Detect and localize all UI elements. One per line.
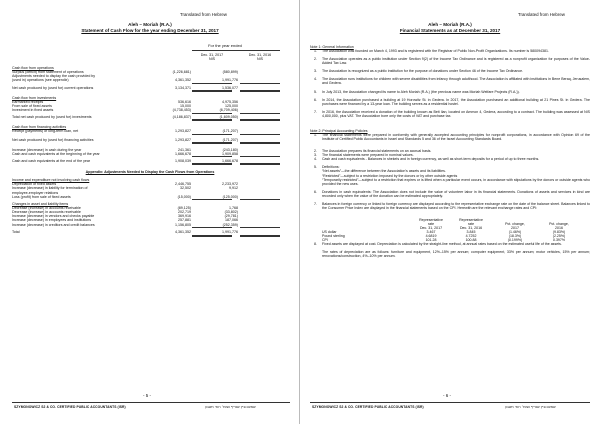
value-2017: (4,186,837) <box>172 115 191 120</box>
note-item <box>314 109 590 118</box>
col2-unit: NIS <box>257 57 263 61</box>
value-2017: (15,000) <box>177 194 191 199</box>
value-2016: (33,802) <box>224 210 238 215</box>
row-label: Increase (decrease) in creditors and credit balances <box>12 222 95 227</box>
rate-value: 3.467 <box>426 230 436 235</box>
rate-label: Pound sterling <box>322 234 345 239</box>
note-item <box>314 49 590 54</box>
row-label: Surplus (deficit) from statement of operations <box>12 70 84 75</box>
note-number: 2. <box>314 57 317 62</box>
page-right <box>300 0 600 424</box>
depreciation-rates: The rates of depreciation are as follows: furniture and equipment, 12%–15% per annum; computer equipment, 33% per annum; motor vehicles, 15% per annum; renovations/construction, 4%–10% per annum. <box>322 250 590 259</box>
row-label: Increase (decrease) in vendors and checks payable <box>12 214 95 219</box>
row-label: Cash and cash equivalents at the beginning of the year <box>12 151 100 156</box>
row-label: Increase (decrease) in cash during the year <box>12 147 82 152</box>
note-text: The Association operates as a public institution under Section 9(2) of the Income Tax Ordinance and is registered as a nonprofit organization for purposes of the Value-Added Tax Law. <box>322 57 590 66</box>
rate-header: rate <box>427 222 435 227</box>
rate-header: Representative <box>459 218 483 223</box>
note-item <box>314 189 590 198</box>
value-2017: 241,361 <box>178 147 191 152</box>
value-2017: 1,293,827 <box>175 137 191 142</box>
row-label: Adjustments needed to display the cash provided by <box>12 74 96 79</box>
value-2016: 1,991,776 <box>222 78 238 83</box>
rate-value: 4.7252 <box>465 234 477 239</box>
statements-title: Financial Statements as at December 31, 2017 <box>399 28 501 33</box>
note-number: 5. <box>314 89 317 94</box>
note-text: The financial statements were prepared in nominal values. <box>322 153 414 158</box>
rate-value: (9.83%) <box>552 230 566 235</box>
definition: “Net assets”—the difference between the Association’s assets and its liabilities. <box>322 169 446 174</box>
note-item <box>314 57 590 66</box>
note-text: The Association is recognized as a public institution for the purpose of donations under Section 46 of the Income Tax Ordinance. <box>322 69 524 74</box>
note-number: 2. <box>314 149 317 154</box>
note-text: Fixed assets are displayed at cost. Depreciation is calculated by the straight-line method, at annual rates based on the estimated useful life of the assets. <box>322 242 562 247</box>
row-label: Total net cash produced by (used for) investments <box>12 115 92 120</box>
rate-header: Dec. 31, 2017 <box>419 226 443 231</box>
value-2017: (1,226,681) <box>172 70 191 75</box>
value-2016: (171,207) <box>222 129 238 134</box>
value-2017: 32,502 <box>180 186 191 191</box>
note-number: 4. <box>314 157 317 162</box>
row-label: From sale of fixed assets <box>12 104 52 109</box>
value-2017: 1,156,805 <box>175 222 191 227</box>
rate-label: CPI <box>322 238 328 243</box>
row-label: employee-employer relations <box>12 190 59 195</box>
note-item <box>314 77 590 86</box>
for-year-ended: For the year ended <box>208 43 242 48</box>
rate-header: Pct. change, <box>549 222 569 227</box>
rate-value: (1.46%) <box>508 230 522 235</box>
col2-date: Dec. 31, 2016 <box>248 53 272 57</box>
note-text: The Association prepares its financial statements on an accrual basis. <box>322 149 432 154</box>
rate-value: 4.6819 <box>425 234 437 239</box>
note-item <box>314 201 590 210</box>
value-2016: 9,912 <box>229 186 238 191</box>
note-text: The Association was founded on March 4, 1993 and is registered with the Registrar of Public Non-Profit Organizations. Its number is 580094381. <box>322 49 549 54</box>
value-2016: (1,609,050) <box>219 115 238 120</box>
rate-header: rate <box>467 222 475 227</box>
note-number: 6. <box>314 97 317 102</box>
value-2016: 1,536,077 <box>222 85 238 90</box>
note-number: 6. <box>314 189 317 194</box>
note-text: Definitions: <box>322 165 340 170</box>
value-2016: (171,207) <box>222 137 238 142</box>
value-2017: 257,881 <box>178 218 191 223</box>
rate-value: 0.397% <box>552 238 566 243</box>
value-2016: (252,359) <box>222 222 238 227</box>
section-noncash: Income and expenditure not involving cash flows <box>12 178 90 183</box>
page-number: - 6 - <box>443 393 452 398</box>
row-label: Receipt (payments) of long-term loan, net <box>12 129 79 134</box>
value-2016: (243,180) <box>222 147 238 152</box>
row-label: Increase (decrease) in employees and institutions <box>12 218 92 223</box>
rate-value: 100.88 <box>465 238 477 243</box>
value-2016: (29,781) <box>224 214 238 219</box>
value-2017: 1,908,039 <box>175 158 191 163</box>
value-2016: 2,233,972 <box>222 182 238 187</box>
page-number: - 5 - <box>143 393 152 398</box>
note-item <box>314 133 590 142</box>
col1-date: Dec. 31, 2017 <box>200 53 224 57</box>
value-2016: 1,991,776 <box>222 230 238 235</box>
section-changes: Changes in asset and liability items <box>12 201 69 206</box>
note-number: 7. <box>314 201 317 206</box>
footer-firm-hebrew: שמעונוביץ שטייף ושות׳ רואי חשבון <box>505 405 556 409</box>
note-item <box>314 242 590 247</box>
note-text: Balances in foreign currency or linked to foreign currency are displayed according to the representative exchange rate on the date of the balance sheet. Balances linked to the Consumer Price Index are displayed in the financial statements based on the CPI. Herewith are the relevant exchange rates and CPI: <box>322 201 590 210</box>
note-text: In 2016, the Association received a donation of the building known as Beit Ilan, located on Ammon 4, Gedera, according to a contract. The building was assessed at NIS 4,800,000, plus VAT. The Association bore only the costs of VAT and purchase tax. <box>322 109 590 118</box>
note-number: 1. <box>314 49 317 54</box>
value-2017: 4,361,352 <box>175 230 191 235</box>
rate-header: 2017 <box>511 226 519 231</box>
value-2016: 125,000 <box>225 104 238 109</box>
org-name: Aleh – Moriah (R.A.) <box>128 22 172 27</box>
rate-header: Representative <box>419 218 443 223</box>
note-text: Donations in cash equivalents: The Association does not include the value of volunteer labor in its financial statements. Donations of assets and services in kind are recorded only when the value of the donation can be estimated appropriately. <box>322 189 590 198</box>
value-2017: 369,916 <box>178 214 191 219</box>
row-label: Cash and cash equivalents at the end of the year <box>12 158 91 163</box>
rate-header: Pct. change, <box>505 222 525 227</box>
value-2017: 15,000 <box>180 104 191 109</box>
footer-firm: SZYMONOWICZ S2 & CO. CERTIFIED PUBLIC ACCOUNTANTS (ISR) <box>14 405 126 409</box>
value-2017: (89,125) <box>177 206 191 210</box>
note-item <box>314 89 590 94</box>
rate-value: (0.199%) <box>507 238 523 243</box>
row-label: Earmarked receipts <box>12 100 44 105</box>
definition: “Temporarily restricted”—subject to a restriction that expires or is lifted when a particular event occurs, in accordance with stipulations by the donors or outside agents who provided the new uses. <box>322 177 590 186</box>
note-number: 3. <box>314 69 317 74</box>
rate-label: US dollar <box>322 230 337 235</box>
row-label: Decrease (increase) in accounts receivable <box>12 210 81 215</box>
rate-value: (2.25%) <box>552 234 566 239</box>
value-2016: (6,709,406) <box>219 108 238 113</box>
note-item <box>314 97 590 106</box>
translation-note: Translated from Hebrew <box>518 12 565 17</box>
value-2016: 1,909,858 <box>222 151 238 156</box>
row-label: Investment in fixed assets <box>12 108 54 113</box>
note-text: The financial statements were prepared in conformity with generally accepted accounting principles for nonprofit corporations, in accordance with Opinion 69 of the Institute of Certified Public Accountants in Israel and Standards 5 and 36 of the Israel Accounting Standards Board. <box>322 133 590 142</box>
value-2016: 187,066 <box>225 218 238 223</box>
value-2017: 202,719 <box>178 210 191 215</box>
row-label: Net cash produced by (used for) financing activities <box>12 137 94 142</box>
value-2017: 536,616 <box>178 100 191 105</box>
col1-unit: NIS <box>209 57 215 61</box>
rate-value: (18.3%) <box>508 234 522 239</box>
note-number: 1. <box>314 133 317 137</box>
value-2016: (580,899) <box>222 70 238 75</box>
value-2016: 1,768 <box>229 206 238 210</box>
row-label: Decrease (increase) in accounts receivable <box>12 206 81 210</box>
value-2016: 1,666,678 <box>222 158 238 163</box>
translation-note: Translated from Hebrew <box>180 12 227 17</box>
row-label: Increase (decrease) in liability for termination of <box>12 186 88 191</box>
note-text: The Association runs institutions for children with severe disabilities from infancy through adulthood. The Association is affiliated with institutions in Bene Beraq, Jerusalem, and Gedera. <box>322 77 590 86</box>
note-text: In July 2013, the Association changed its name to Aleh Moriah (R.A.) (the previous name was Moriah Welfare Projects (R.A.)). <box>322 89 520 94</box>
note-number: 3. <box>314 153 317 158</box>
note2-title: Note 2: Principal Accounting Policies <box>310 128 368 133</box>
note-item <box>314 69 590 74</box>
note-number: 7. <box>314 109 317 114</box>
value-2017: 4,361,352 <box>175 78 191 83</box>
section-operations: Cash flow from operations <box>12 66 54 70</box>
row-label: Net cash produced by (used for) current operations <box>12 85 94 90</box>
note-number: 5. <box>314 165 317 170</box>
value-2017: 1,293,827 <box>175 129 191 134</box>
note-number: 8. <box>314 242 317 247</box>
appendix-title: Appendix: Adjustments Needed to Display the Cash Flows from Operations <box>85 170 215 175</box>
footer-firm: SZYMONOWICZ S2 & CO. CERTIFIED PUBLIC ACCOUNTANTS (ISR) <box>312 405 424 409</box>
note-item <box>314 157 590 162</box>
value-2017: (4,738,453) <box>172 108 191 113</box>
value-2017: 1,666,678 <box>175 151 191 156</box>
definition: “Restricted”—subject to a restriction imposed by the donors or by other outside agents <box>322 173 458 178</box>
section-investments: Cash flow from investments <box>12 95 57 100</box>
value-2017: 2,446,755 <box>175 182 191 187</box>
rate-value: 3.845 <box>466 230 476 235</box>
row-label: Loss (profit) from sale of fixed assets <box>12 194 71 199</box>
row-label: Depreciation of fixed assets <box>12 182 57 187</box>
note-text: Cash and cash equivalents - Balances in shekels and in foreign currency, as well as short-term deposits for a period of up to three months. <box>322 157 540 162</box>
value-2016: (125,000) <box>222 194 238 199</box>
value-2017: 3,134,371 <box>175 85 191 90</box>
value-2016: 4,975,356 <box>222 100 238 105</box>
footer-firm-hebrew: שמעונוביץ שטייף ושות׳ רואי חשבון <box>205 405 256 409</box>
note1-title: Note 1: General Information <box>310 45 354 49</box>
row-label: Total <box>12 230 20 235</box>
section-financing: Cash flow from financing activities <box>12 125 67 130</box>
rate-value: 101.28 <box>425 238 437 243</box>
rate-header: 2016 <box>555 226 563 231</box>
rate-header: Dec. 31, 2016 <box>459 226 483 231</box>
note-text: In 2014, the Association purchased a building at 19 Horowitz St. in Gedera. In 2017, the Association purchased an additional building at 21 Pines St. in Gedera. The purchases were financed by a 13-year loan. The building serves as a residential hostel. <box>322 97 590 106</box>
row-label: (used in) operations (see appendix) <box>12 78 69 83</box>
note-number: 4. <box>314 77 317 82</box>
org-name: Aleh – Moriah (R.A.) <box>428 22 472 27</box>
statement-title: Statement of Cash Flow for the year ending December 31, 2017 <box>81 28 219 33</box>
